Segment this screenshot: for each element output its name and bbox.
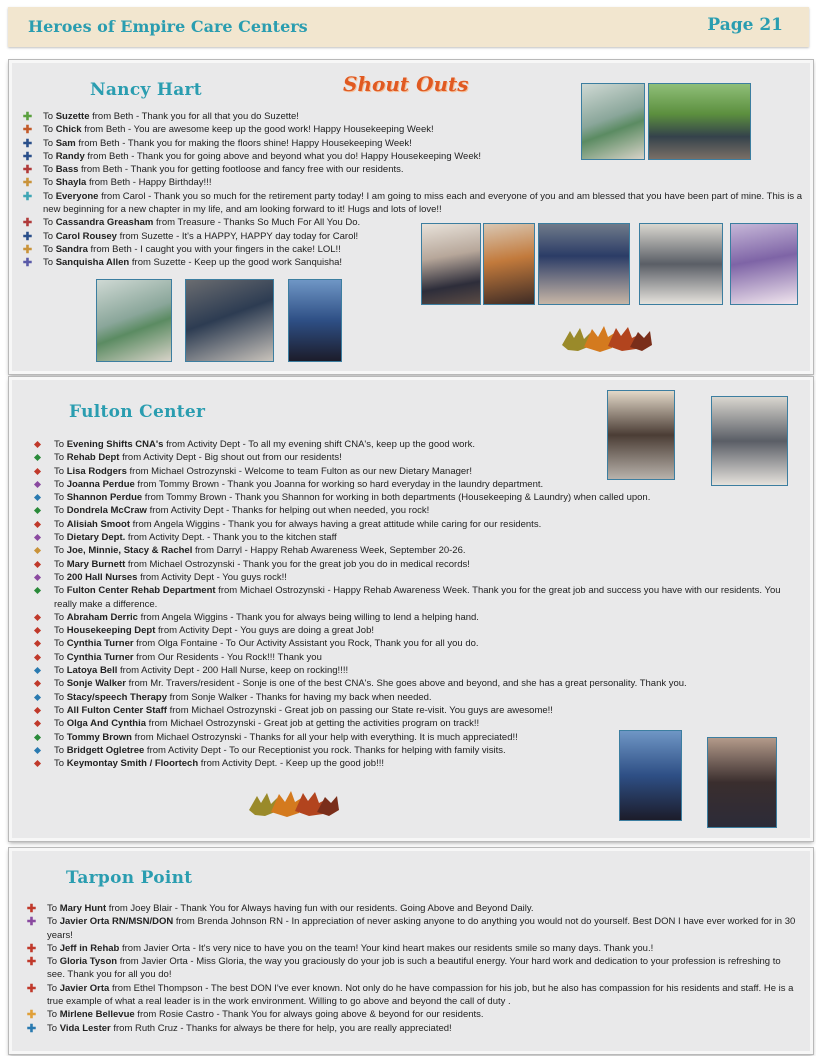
list-item: To Mary Burnett from Michael Ostrozynski - Thank you for the great job you do in medical records!	[26, 558, 796, 571]
list-item: ✚ To Chick from Beth - You are awesome keep up the good work! Happy Housekeeping Week!	[22, 124, 434, 137]
recipient-name: Housekeeping Dept	[66, 625, 156, 637]
recipient-name: Shannon Perdue	[66, 492, 143, 504]
recipient-name: Gloria Tyson	[59, 956, 118, 968]
leaves-icon	[245, 788, 341, 818]
recipient-name: Dondrela McCraw	[66, 505, 147, 517]
list-item: ✚ To Mary Hunt from Joey Blair - Thank You for Always having fun with our residents. Going Above and Beyond Daily.	[26, 903, 534, 915]
list-item: To Sonje Walker from Mr. Travers/resident - Sonje is one of the best CNA's. She goes above and beyond, and she has a great personality. Thank you.	[26, 677, 796, 690]
recipient-name: Sam	[55, 137, 76, 149]
list-item: To Latoya Bell from Activity Dept - 200 Hall Nurse, keep on rocking!!!!	[26, 664, 796, 677]
list-item: To Olga And Cynthia from Michael Ostrozynski - Great job at getting the activities program on track!!	[26, 717, 796, 730]
photo	[483, 223, 535, 305]
plus-icon: ✚	[22, 150, 33, 163]
list-item: To Joe, Minnie, Stacy & Rachel from Darryl - Happy Rehab Awareness Week, September 20-26.	[26, 544, 796, 557]
shout-text: from Michael Ostrozynski - Welcome to team Fulton as our new Dietary Manager!	[126, 465, 472, 477]
photo	[96, 279, 172, 362]
shout-text: from Our Residents - You Rock!!! Thank you	[133, 651, 322, 663]
recipient-name: Mary Burnett	[66, 558, 126, 570]
recipient-name: Cynthia Turner	[66, 638, 134, 650]
list-item: ✚ To Sam from Beth - Thank you for making the floors shine! Happy Housekeeping Week!	[22, 137, 412, 150]
diamond-icon	[34, 521, 41, 528]
list-item: ✚ To Mirlene Bellevue from Rosie Castro - Thank You for always going above & beyond for our residents.	[26, 1009, 484, 1022]
shout-text: from Activity Dept - 200 Hall Nurse, keep on rocking!!!!	[117, 665, 349, 677]
shout-text: from Joey Blair - Thank You for Always having fun with our residents. Going Above and Beyond Daily.	[106, 903, 534, 914]
shout-text: from Activity Dept - Thanks for helping out when needed, you rock!	[146, 505, 430, 517]
list-item: To Dietary Dept. from Activity Dept. - Thank you to the kitchen staff	[26, 531, 796, 544]
tarpon-point-section	[9, 848, 813, 1054]
diamond-icon	[34, 680, 41, 687]
list-item: To Alisiah Smoot from Angela Wiggins - Thank you for always having a great attitude while caring for our residents.	[26, 518, 796, 531]
recipient-name: Sanquisha Allen	[55, 257, 130, 269]
leaves-icon	[558, 323, 654, 353]
recipient-name: Keymontay Smith / Floortech	[66, 758, 199, 770]
list-item: ✚ To Sanquisha Allen from Suzette - Keep up the good work Sanquisha!	[22, 257, 343, 270]
recipient-name: Alisiah Smoot	[66, 518, 131, 530]
shout-text: from Ruth Cruz - Thanks for always be there for help, you are really appreciated!	[110, 1022, 452, 1034]
list-item: ✚ To Cassandra Greasham from Treasure - Thanks So Much For All You Do.	[22, 217, 361, 230]
shout-text: from Activity Dept - To all my evening shift CNA's, keep up the good work.	[163, 439, 476, 450]
recipient-name: Suzette	[55, 111, 90, 122]
shout-text: from Angela Wiggins - Thank you for always being willing to lend a helping hand.	[137, 611, 479, 623]
photo	[581, 83, 645, 160]
plus-icon: ✚	[22, 111, 33, 123]
shout-text: from Beth - Thank you for making the floors shine! Happy Housekeeping Week!	[75, 137, 412, 149]
list-item: To Stacy/speech Therapy from Sonje Walker - Thanks for having my back when needed.	[26, 691, 796, 704]
diamond-icon	[34, 468, 41, 475]
shout-text: from Olga Fontaine - To Our Activity Assistant you Rock, Thank you for all you do.	[133, 638, 479, 650]
recipient-name: Bridgett Ogletree	[66, 744, 145, 756]
shout-text: from Angela Wiggins - Thank you for always having a great attitude while caring for our residents.	[130, 518, 542, 530]
shout-text: from Ethel Thompson - The best DON I've ever known. Not only do he have compassion for his job, but he also has compassion for his residents and staff. He is a true example of what a real leader is in the work environment. Willing to go above and beyond the call of duty .	[47, 982, 794, 1008]
photo	[639, 223, 723, 305]
shout-text: from Beth - I caught you with your fingers in the cake! LOL!!	[87, 243, 341, 255]
shout-text: from Sonje Walker - Thanks for having my back when needed.	[167, 691, 432, 703]
plus-icon: ✚	[22, 137, 33, 150]
recipient-name: Javier Orta RN/MSN/DON	[59, 916, 174, 928]
recipient-name: Bass	[55, 164, 79, 176]
list-item: To Cynthia Turner from Olga Fontaine - To Our Activity Assistant you Rock, Thank you for all you do.	[26, 637, 796, 650]
photo	[607, 390, 675, 480]
recipient-name: Jeff in Rehab	[59, 942, 120, 954]
shout-text: from Activity Dept - You guys rock!!	[137, 571, 287, 583]
diamond-icon	[34, 534, 41, 541]
plus-icon: ✚	[22, 243, 33, 256]
plus-icon: ✚	[22, 164, 33, 177]
section-title: Nancy Hart	[90, 80, 202, 100]
list-item: To Evening Shifts CNA's from Activity Dept - To all my evening shift CNA's, keep up the good work.	[26, 438, 796, 451]
newsletter-title: Heroes of Empire Care Centers	[28, 17, 308, 36]
list-item: ✚ To Sandra from Beth - I caught you with your fingers in the cake! LOL!!	[22, 243, 341, 256]
plus-icon: ✚	[26, 982, 37, 995]
diamond-icon	[34, 720, 41, 727]
recipient-name: Olga And Cynthia	[66, 718, 147, 730]
photo	[185, 279, 274, 362]
plus-icon: ✚	[26, 1009, 37, 1022]
shout-text: from Michael Ostrozynski - Great job at getting the activities program on track!!	[146, 718, 480, 730]
recipient-name: Latoya Bell	[66, 665, 118, 677]
shout-text: from Carol - Thank you so much for the retirement party today! I am going to miss each and everyone of you and am blessed that you have been part of mine. This is a new beginning for a new chapter in my life, and am looking forward to it! Hugs and lots of love!!	[43, 190, 803, 216]
list-item: ✚ To Vida Lester from Ruth Cruz - Thanks for always be there for help, you are really appreciated!	[26, 1022, 452, 1035]
shout-text: from Activity Dept - You guys are doing a great Job!	[155, 625, 374, 637]
shout-text: from Michael Ostrozynski - Great job on passing our State re-visit. You guys are awesome!!	[166, 704, 553, 716]
list-item: To Keymontay Smith / Floortech from Activity Dept. - Keep up the good job!!!	[26, 757, 796, 770]
shout-text: from Javier Orta - It's very nice to have you on the team! Your kind heart makes our residents smile so many days. Thank you.!	[119, 942, 654, 954]
plus-icon: ✚	[22, 190, 33, 203]
recipient-name: Sonje Walker	[66, 678, 126, 690]
shout-text: from Activity Dept - Big shout out from our residents!	[119, 452, 342, 464]
recipient-name: Tommy Brown	[66, 731, 132, 743]
shout-text: from Activity Dept. - Thank you to the kitchen staff	[125, 532, 337, 544]
list-item: ✚ To Jeff in Rehab from Javier Orta - It's very nice to have you on the team! Your kind heart makes our residents smile so many days. Thank you.!	[26, 942, 654, 955]
shout-text: from Beth - Thank you for getting footloose and fancy free with our residents.	[78, 164, 404, 176]
recipient-name: Joe, Minnie, Stacy & Rachel	[66, 545, 193, 557]
diamond-icon	[34, 494, 41, 501]
list-item: ✚ To Carol Rousey from Suzette - It's a HAPPY, HAPPY day today for Carol!	[22, 230, 359, 243]
plus-icon: ✚	[26, 956, 37, 969]
recipient-name: Everyone	[55, 190, 99, 202]
recipient-name: Fulton Center Rehab Department	[66, 585, 216, 597]
shout-outs-banner: Shout Outs	[343, 72, 469, 96]
recipient-name: Evening Shifts CNA's	[66, 439, 164, 450]
recipient-name: Shayla	[55, 177, 87, 189]
recipient-name: Javier Orta	[59, 982, 110, 994]
photo	[619, 730, 682, 821]
shout-text: from Activity Dept. - Keep up the good job!!!	[198, 758, 385, 770]
plus-icon: ✚	[26, 903, 37, 915]
shout-text: from Rosie Castro - Thank You for always going above & beyond for our residents.	[134, 1009, 484, 1021]
photo	[538, 223, 630, 305]
section-title: Fulton Center	[69, 402, 206, 422]
list-item: ✚ To Everyone from Carol - Thank you so much for the retirement party today! I am going to miss each and everyone of you and am blessed that you have been part of mine. This is a new beginning for a new chapter in my life, and am looking forward to it! Hugs and lots of love!!	[22, 190, 803, 216]
diamond-icon	[34, 733, 41, 740]
shout-text: from Michael Ostrozynski - Happy Rehab Awareness Week. Thank you for the great job and success you have with our residents. You really make a difference.	[54, 585, 781, 610]
diamond-icon	[34, 454, 41, 461]
list-item: To 200 Hall Nurses from Activity Dept - You guys rock!!	[26, 571, 796, 584]
shout-text: from Suzette - It's a HAPPY, HAPPY day today for Carol!	[116, 230, 359, 242]
shout-text: from Javier Orta - Miss Gloria, the way you graciously do your job is such a beautiful energy. Your hard work and dedication to your profession is refreshing to see. Thank you for all you do!	[47, 956, 781, 981]
recipient-name: Dietary Dept.	[66, 532, 126, 544]
shout-text: from Beth - Thank you for going above and beyond what you do! Happy Housekeeping Week!	[84, 150, 481, 162]
shout-text: from Michael Ostrozynski - Thank you for the great job you do in medical records!	[125, 558, 470, 570]
plus-icon: ✚	[22, 230, 33, 243]
list-item: To Shannon Perdue from Tommy Brown - Thank you Shannon for working in both departments (Housekeeping & Laundry) when called upon.	[26, 491, 796, 504]
photo	[648, 83, 751, 160]
recipient-name: Chick	[55, 124, 82, 136]
list-item: ✚ To Javier Orta from Ethel Thompson - The best DON I've ever known. Not only do he have compassion for his job, but he also has compassion for his residents and staff. He is a true example of what a real leader is in the work environment. Willing to go above and beyond the call of duty .	[26, 982, 794, 1008]
recipient-name: Cassandra Greasham	[55, 217, 154, 229]
recipient-name: Rehab Dept	[66, 452, 120, 464]
diamond-icon	[34, 441, 41, 448]
recipient-name: Stacy/speech Therapy	[66, 691, 168, 703]
shout-text: from Beth - Thank you for all that you do Suzette!	[89, 111, 299, 122]
shout-list	[19, 902, 799, 1035]
list-item: ✚ To Shayla from Beth - Happy Birthday!!!	[22, 177, 212, 190]
plus-icon: ✚	[22, 124, 33, 137]
photo	[730, 223, 798, 305]
plus-icon: ✚	[22, 257, 33, 270]
list-item: To Fulton Center Rehab Department from Michael Ostrozynski - Happy Rehab Awareness Week. Thank you for the great job and success you have with our residents. You really make a difference.	[26, 584, 796, 611]
shout-text: from Tommy Brown - Thank you Joanna for working so hard everyday in the laundry department.	[134, 478, 544, 490]
recipient-name: Mary Hunt	[59, 903, 107, 914]
shout-text: from Activity Dept - To our Receptionist you rock. Thanks for helping with family visits.	[144, 744, 506, 756]
shout-text: from Brenda Johnson RN - In appreciation of never asking anyone to do anything you would not do yourself. Best DON I have ever worked for in 30 years!	[47, 916, 796, 941]
recipient-name: Cynthia Turner	[66, 651, 134, 663]
diamond-icon	[34, 747, 41, 754]
diamond-icon	[34, 587, 41, 594]
plus-icon: ✚	[26, 916, 37, 929]
list-item: ✚ To Gloria Tyson from Javier Orta - Miss Gloria, the way you graciously do your job is such a beautiful energy. Your hard work and dedication to your profession is refreshing to see. Thank you for all you do!	[26, 956, 781, 981]
list-item: ✚ To Javier Orta RN/MSN/DON from Brenda Johnson RN - In appreciation of never asking anyone to do anything you would not do yourself. Best DON I have ever worked for in 30 years!	[26, 916, 796, 941]
plus-icon: ✚	[22, 177, 33, 190]
plus-icon: ✚	[26, 942, 37, 955]
diamond-icon	[34, 707, 41, 714]
shout-text: from Beth - Happy Birthday!!!	[86, 177, 212, 189]
photo	[707, 737, 777, 828]
diamond-icon	[34, 760, 41, 767]
list-item: ✚ To Bass from Beth - Thank you for getting footloose and fancy free with our residents.	[22, 164, 404, 177]
shout-text: from Treasure - Thanks So Much For All You Do.	[153, 217, 361, 229]
list-item: To Bridgett Ogletree from Activity Dept - To our Receptionist you rock. Thanks for helping with family visits.	[26, 744, 796, 757]
diamond-icon	[34, 614, 41, 621]
section-title: Tarpon Point	[66, 868, 193, 888]
list-item: To Lisa Rodgers from Michael Ostrozynski - Welcome to team Fulton as our new Dietary Manager!	[26, 465, 796, 478]
list-item: To Abraham Derric from Angela Wiggins - Thank you for always being willing to lend a helping hand.	[26, 611, 796, 624]
recipient-name: Joanna Perdue	[66, 478, 135, 490]
shout-text: from Beth - You are awesome keep up the good work! Happy Housekeeping Week!	[81, 124, 434, 136]
photo	[421, 223, 481, 305]
diamond-icon	[34, 574, 41, 581]
recipient-name: Randy	[55, 150, 85, 162]
plus-icon: ✚	[26, 1022, 37, 1035]
photo	[711, 396, 788, 486]
shout-list	[26, 438, 796, 770]
diamond-icon	[34, 640, 41, 647]
recipient-name: Abraham Derric	[66, 611, 138, 623]
shout-text: from Michael Ostrozynski - Thanks for all your help with everything. It is much appreciated!!	[131, 731, 518, 743]
list-item: To Rehab Dept from Activity Dept - Big shout out from our residents!	[26, 451, 796, 464]
shout-text: from Mr. Travers/resident - Sonje is one of the best CNA's. She goes above and beyond, and she has a great personality. Thank you.	[126, 678, 687, 690]
diamond-icon	[34, 561, 41, 568]
list-item: ✚ To Suzette from Beth - Thank you for all that you do Suzette!	[22, 111, 299, 123]
diamond-icon	[34, 654, 41, 661]
nancy-hart-section	[9, 60, 813, 374]
recipient-name: 200 Hall Nurses	[66, 571, 138, 583]
shout-text: from Tommy Brown - Thank you Shannon for working in both departments (Housekeeping & Laundry) when called upon.	[142, 492, 651, 504]
list-item: To Dondrela McCraw from Activity Dept - Thanks for helping out when needed, you rock!	[26, 504, 796, 517]
diamond-icon	[34, 627, 41, 634]
recipient-name: Lisa Rodgers	[66, 465, 127, 477]
diamond-icon	[34, 547, 41, 554]
recipient-name: Vida Lester	[59, 1022, 111, 1034]
fulton-center-section	[9, 377, 813, 841]
diamond-icon	[34, 507, 41, 514]
page-header	[8, 7, 809, 47]
shout-text: from Suzette - Keep up the good work Sanquisha!	[129, 257, 343, 269]
diamond-icon	[34, 694, 41, 701]
list-item: ✚ To Randy from Beth - Thank you for going above and beyond what you do! Happy Housekeeping Week!	[22, 150, 481, 163]
recipient-name: Sandra	[55, 243, 88, 255]
page-number: Page 21	[707, 15, 783, 35]
list-item: To Joanna Perdue from Tommy Brown - Thank you Joanna for working so hard everyday in the laundry department.	[26, 478, 796, 491]
recipient-name: Carol Rousey	[55, 230, 117, 242]
recipient-name: Mirlene Bellevue	[59, 1009, 135, 1021]
shout-text: from Darryl - Happy Rehab Awareness Week, September 20-26.	[192, 545, 466, 557]
list-item: To Cynthia Turner from Our Residents - You Rock!!! Thank you	[26, 651, 796, 664]
recipient-name: All Fulton Center Staff	[66, 704, 167, 716]
list-item: To All Fulton Center Staff from Michael Ostrozynski - Great job on passing our State re-visit. You guys are awesome!!	[26, 704, 796, 717]
diamond-icon	[34, 667, 41, 674]
plus-icon: ✚	[22, 217, 33, 230]
diamond-icon	[34, 481, 41, 488]
photo	[288, 279, 342, 362]
list-item: To Housekeeping Dept from Activity Dept - You guys are doing a great Job!	[26, 624, 796, 637]
list-item: To Tommy Brown from Michael Ostrozynski - Thanks for all your help with everything. It is much appreciated!!	[26, 731, 796, 744]
